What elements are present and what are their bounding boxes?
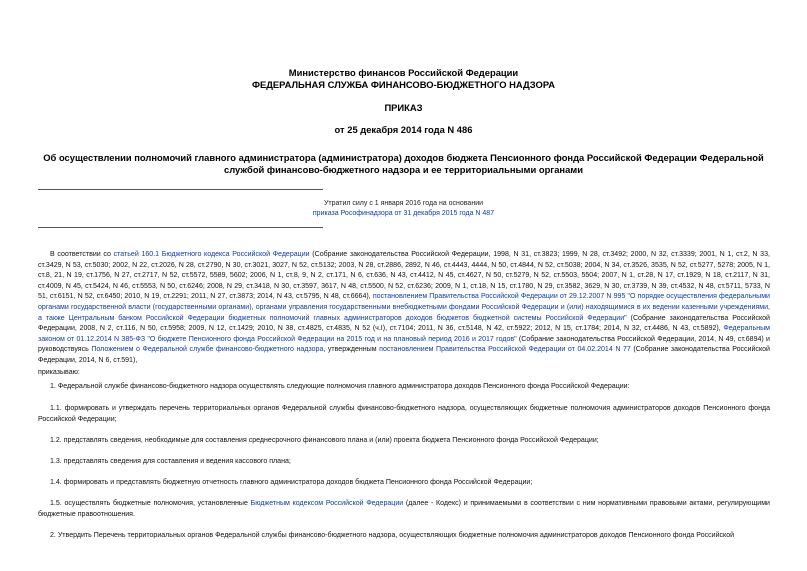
item-1-4: 1.4. формировать и представлять бюджетную отчетность главного администратора доходов бюджета Пенсионного фонда Российской Федерации; <box>50 479 533 486</box>
status-note <box>0 199 807 219</box>
document-date-number: от 25 декабря 2014 года N 486 <box>334 124 473 135</box>
item-1-1: 1.1. формировать и утверждать перечень территориальных органов Федеральной службы финансово-бюджетного надзора, осуществляющих бюджетные полномочия администраторов доходов Пенсионного фонда Российской Федерации; <box>38 405 770 423</box>
ministry-name: Министерство финансов Российской Федерации <box>288 67 519 78</box>
regulation-link[interactable]: Положением о Федеральной службе финансово-бюджетного надзора <box>91 346 324 354</box>
item-1: 1. Федеральной службе финансово-бюджетного надзора осуществлять следующие полномочия главного администратора доходов Пенсионного фонда Российской Федерации: <box>50 383 630 390</box>
federal-law-385-link[interactable]: Федеральным законом от 01.12.2014 N 385-ФЗ "О бюджете Пенсионного фонда Российской Федерации на 2015 год и на плановый период 2016 и 2017 годов" <box>38 325 770 343</box>
separator-bottom <box>38 227 323 228</box>
government-resolution-995-link[interactable]: постановлением Правительства Российской Федерации от 29.12.2007 N 995 "О порядке осуществления федеральными органами государственной власти (государственными органами), органами управления государственными внебюджетными фондами Российской Федерации и (или) находящимися в их ведении казенными учреждениями, а также Центральным банком Российской Федерации бюджетных полномочий главных администраторов доходов бюджетов бюджетной системы Российской Федерации" <box>38 293 770 322</box>
preamble-text-3: (Собрание законодательства Российской Федерации, 2008, N 2, ст.116, N 50, ст.5958; 2009, N 12, ст.1429; 2010, N 38, ст.4825, ст.4835, N 52 (ч.I), ст.7104; 2011, N 36, ст.5148, N 42, ст.5922; 2012, N 15, ст.1784; 2014, N 32, ст.4486, N 43, ст.5892), <box>38 314 770 333</box>
order-word: приказываю: <box>38 369 80 376</box>
document-title: Об осуществлении полномочий главного администратора (администратора) доходов бюджета Пенсионного фонда Российской Федерации Федеральной службой финансово-бюджетного надзора и ее территориальными органами <box>43 152 764 175</box>
government-resolution-77-link[interactable]: постановлением Правительства Российской Федерации от 04.02.2014 N 77 <box>379 346 631 354</box>
preamble-text-5: , утвержденным <box>323 346 380 354</box>
preamble-text-6: (Собрание законодательства Российской Федерации, 2014, N 6, ст.591), <box>38 346 770 364</box>
preamble-paragraph <box>38 250 770 367</box>
budget-code-link[interactable]: Бюджетным кодексом Российской Федерации <box>250 500 404 507</box>
item-1-5-text-a: 1.5. осуществлять бюджетные полномочия, установленные <box>50 500 251 507</box>
separator-top <box>38 189 323 190</box>
service-name: ФЕДЕРАЛЬНАЯ СЛУЖБА ФИНАНСОВО-БЮДЖЕТНОГО НАДЗОРА <box>251 79 556 90</box>
item-2: 2. Утвердить Перечень территориальных органов Федеральной службы финансово-бюджетного надзора, осуществляющих бюджетные полномочия администраторов доходов Пенсионного фонда Российской <box>50 532 735 539</box>
item-1-5 <box>38 499 770 520</box>
budget-code-article-link[interactable]: статьей 160.1 Бюджетного кодекса Российской Федерации <box>113 251 310 258</box>
document-type: ПРИКАЗ <box>384 102 423 113</box>
item-1-3: 1.3. представлять сведения для составления и ведения кассового плана; <box>50 458 291 465</box>
item-1-5-text-b: (далее - Кодекс) и принимаемыми в соответствии с ним нормативными правовыми актами, регулирующими бюджетные правоотношения. <box>38 500 770 518</box>
preamble-text-1: В соответствии со <box>50 251 114 258</box>
item-1-2: 1.2. представлять сведения, необходимые для составления среднесрочного финансового плана и (или) проекта бюджета Пенсионного фонда Российской Федерации; <box>50 437 599 444</box>
preamble-text-2: (Собрание законодательства Российской Федерации, 1998, N 31, ст.3823; 1999, N 28, ст.3492; 2000, N 32, ст.3339; 2001, N 1, ст.2, N 33, ст.3429, N 53, ст.5030; 2002, N 22, ст.2026, N 28, ст.2790, N 30, ст.3021, 3027, N 52, ст.5132; 2003, N 28, ст.2886, 2892, N 46, ст.4443, 4444, N 50, ст.4844, N 52, ст.5038; 2004, N 34, ст.3526, 3535, N 52, ст.5277, 5278; 2005, N 1, ст.8, 21, N 19, ст.1756, N 27, ст.2717, N 52, ст.5572, 5589, 5602; 2006, N 1, ст.8, 9, N 2, ст.171, N 6, ст.636, N 43, ст.4412, N 45, ст.4627, N 50, ст.5279, N 52, ст.5503, 5504; 2007, N 1, ст.28, N 17, ст.1929, N 18, ст.2117, N 31, ст.4009, N 45, ст.5424, N 46, ст.5553, N 50, ст.6246; 2008, N 29, ст.3418, N 30, ст.3597, 3617, N 48, ст.5500, N 52, ст.6236; 2009, N 1, ст.18, N 15, ст.1780, N 29, ст.3582, 3629, N 30, ст.3739, N 39, ст.4532, N 48, ст.5711, 5733, N 51, ст.6151, N 52, ст.6450; 2010, N 19, ст.2291; 2011, N 27, ст.3873; 2014, N 43, ст.5795, N 48, ст.6664), <box>38 251 770 301</box>
lost-force-link[interactable]: приказа Рософинадзора от 31 декабря 2015 года N 487 <box>312 210 495 217</box>
lost-force-text: Утратил силу с 1 января 2016 года на основании <box>323 200 484 207</box>
preamble-text-4: (Собрание законодательства Российской Федерации, 2014, N 49, ст.6894) и руководствуясь <box>38 335 770 354</box>
